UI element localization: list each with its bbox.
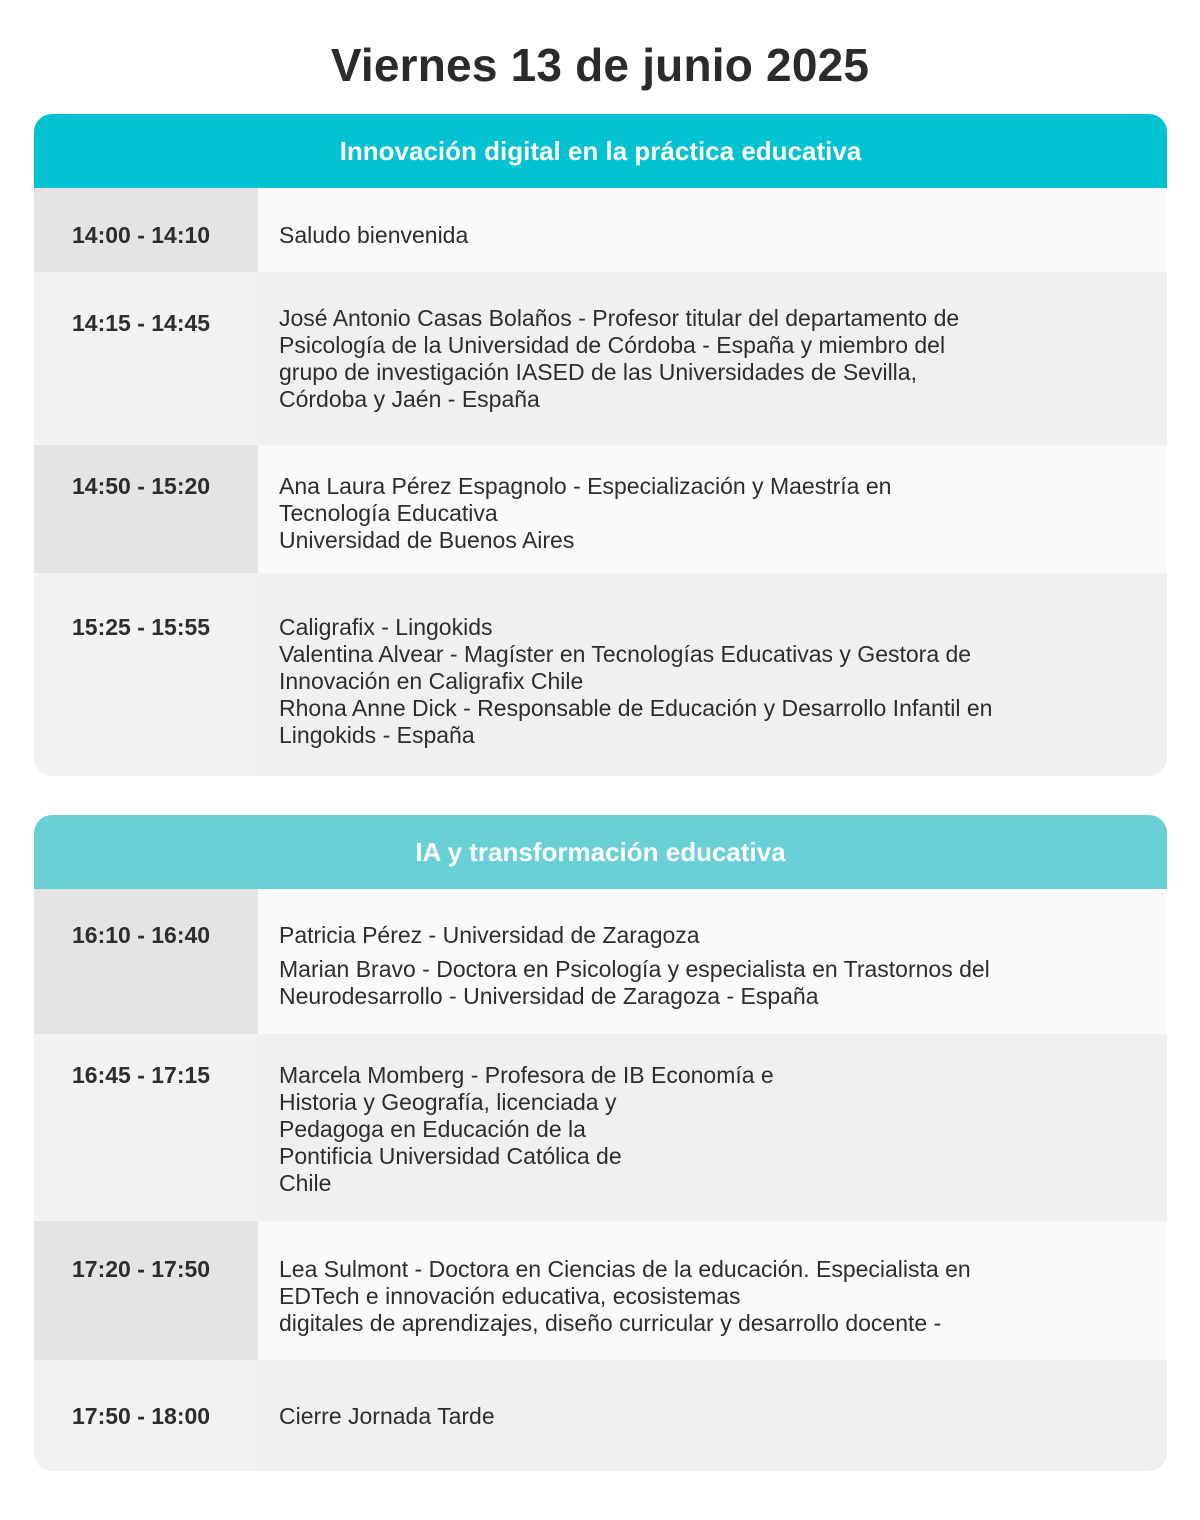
- session-line: Psicología de la Universidad de Córdoba - España y miembro del: [279, 332, 946, 358]
- session-description: [258, 445, 1167, 573]
- session-line: Valentina Alvear - Magíster en Tecnologías Educativas y Gestora de: [279, 641, 972, 667]
- session-time: 14:00 - 14:10: [34, 188, 258, 272]
- schedule-row: [34, 445, 1167, 573]
- session-line: Universidad de Buenos Aires: [279, 527, 575, 553]
- schedule-row: [34, 1034, 1167, 1221]
- schedule-row: [34, 1360, 1167, 1471]
- session-line: Patricia Pérez - Universidad de Zaragoza: [279, 922, 700, 948]
- section-header: Innovación digital en la práctica educativa: [34, 114, 1167, 188]
- session-line: Caligrafix - Lingokids: [279, 614, 493, 640]
- session-line: Rhona Anne Dick - Responsable de Educación y Desarrollo Infantil en: [279, 695, 993, 721]
- session-time: 17:20 - 17:50: [34, 1221, 258, 1360]
- session-line: Cierre Jornada Tarde: [279, 1403, 495, 1429]
- session-line: EDTech e innovación educativa, ecosistemas: [279, 1283, 741, 1309]
- session-line: José Antonio Casas Bolaños - Profesor titular del departamento de: [279, 305, 960, 331]
- session-description: [258, 889, 1167, 1034]
- session-time: 14:15 - 14:45: [34, 272, 258, 445]
- session-line: Saludo bienvenida: [279, 222, 469, 248]
- session-line: Historia y Geografía, licenciada y: [279, 1089, 617, 1115]
- session-description: [258, 188, 1167, 272]
- session-time: 14:50 - 15:20: [34, 445, 258, 573]
- session-line: Pedagoga en Educación de la: [279, 1116, 586, 1142]
- schedule-row: [34, 573, 1167, 776]
- session-line: Neurodesarrollo - Universidad de Zaragoza - España: [279, 983, 819, 1009]
- session-line: Córdoba y Jaén - España: [279, 386, 540, 412]
- session-line: digitales de aprendizajes, diseño curricular y desarrollo docente -: [279, 1310, 942, 1336]
- session-description: [258, 272, 1167, 445]
- session-time: 16:45 - 17:15: [34, 1034, 258, 1221]
- session-line: Tecnología Educativa: [279, 500, 498, 526]
- session-description: [258, 573, 1167, 776]
- session-description: [258, 1221, 1167, 1360]
- session-block-innovacion: [34, 114, 1167, 776]
- session-line: Innovación en Caligrafix Chile: [279, 668, 584, 694]
- schedule-row: [34, 272, 1167, 445]
- session-line: Lea Sulmont - Doctora en Ciencias de la educación. Especialista en: [279, 1256, 971, 1282]
- session-line: Pontificia Universidad Católica de: [279, 1143, 622, 1169]
- session-line: grupo de investigación IASED de las Universidades de Sevilla,: [279, 359, 917, 385]
- session-block-ia: [34, 815, 1167, 1471]
- session-time: 15:25 - 15:55: [34, 573, 258, 776]
- session-description: [258, 1034, 1167, 1221]
- session-line: Chile: [279, 1170, 332, 1196]
- session-time: 17:50 - 18:00: [34, 1360, 258, 1471]
- session-line: Marian Bravo - Doctora en Psicología y especialista en Trastornos del: [279, 956, 990, 982]
- session-line: Lingokids - España: [279, 722, 475, 748]
- schedule-row: [34, 1221, 1167, 1360]
- section-header: IA y transformación educativa: [34, 815, 1167, 889]
- session-time: 16:10 - 16:40: [34, 889, 258, 1034]
- session-line: Ana Laura Pérez Espagnolo - Especialización y Maestría en: [279, 473, 892, 499]
- session-description: [258, 1360, 1167, 1471]
- session-line: Marcela Momberg - Profesora de IB Economía e: [279, 1062, 774, 1088]
- schedule-row: [34, 188, 1167, 272]
- schedule-row: [34, 889, 1167, 1034]
- page-title: Viernes 13 de junio 2025: [330, 39, 870, 91]
